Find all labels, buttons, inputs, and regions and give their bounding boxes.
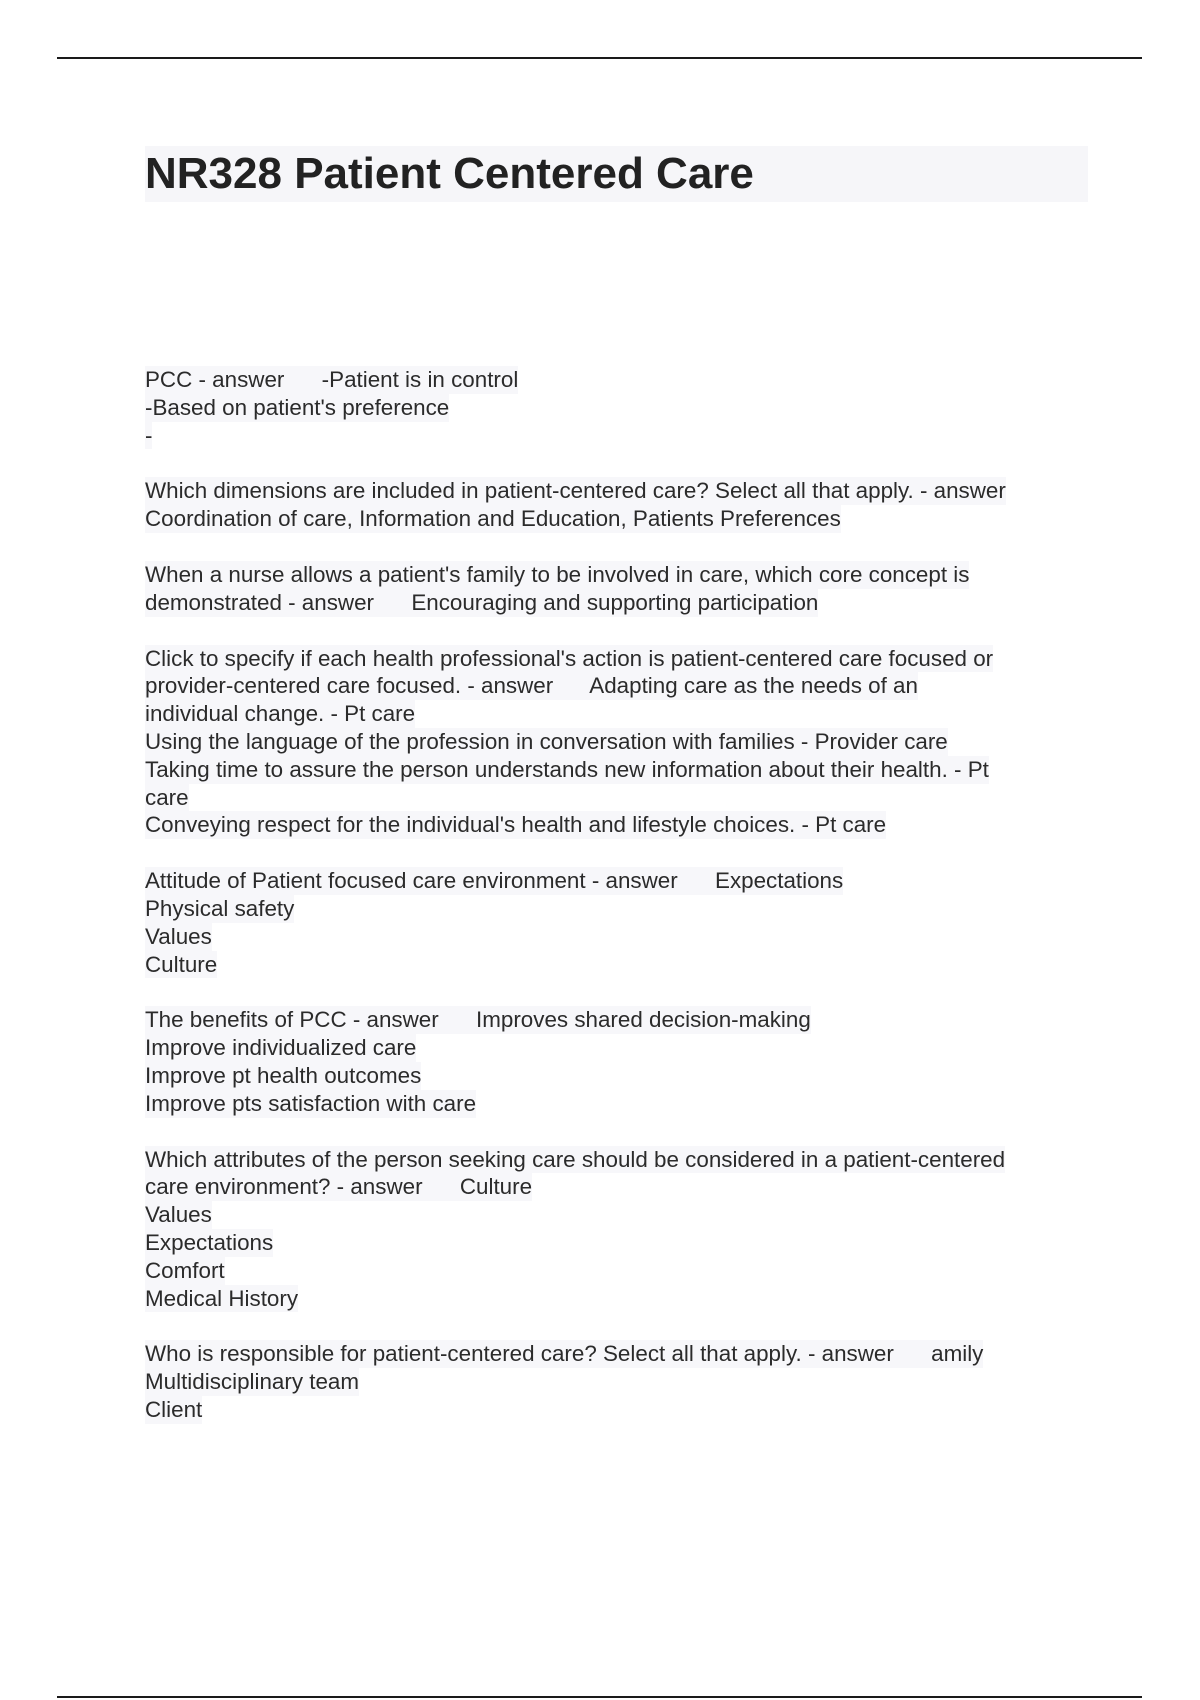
- text-line: Click to specify if each health professional's action is patient-centered care focused or: [145, 645, 994, 671]
- text-line: Who is responsible for patient-centered care? Select all that apply. - answer amily: [145, 1341, 984, 1367]
- qa-item-8: [145, 1340, 1085, 1423]
- text-line: Multidisciplinary team: [145, 1369, 360, 1395]
- text-line: Culture: [145, 951, 218, 977]
- top-rule: [57, 57, 1142, 59]
- text-line: Which attributes of the person seeking care should be considered in a patient-centered: [145, 1146, 1006, 1172]
- qa-item-2: [145, 477, 1085, 533]
- text-line: Values: [145, 923, 212, 949]
- qa-item-7: [145, 1146, 1085, 1313]
- text-line: -: [145, 422, 153, 448]
- text-line: Values: [145, 1202, 212, 1228]
- text-line: Comfort: [145, 1257, 225, 1283]
- text-line: Client: [145, 1396, 203, 1422]
- document-title: NR328 Patient Centered Care: [145, 146, 1088, 202]
- bottom-rule: [57, 1696, 1142, 1698]
- text-line: care environment? - answer Culture: [145, 1174, 533, 1200]
- qa-item-6: [145, 1006, 1085, 1117]
- text-line: Improve individualized care: [145, 1035, 417, 1061]
- text-line: Using the language of the profession in conversation with families - Provider care: [145, 728, 948, 754]
- text-line: The benefits of PCC - answer Improves shared decision-making: [145, 1007, 811, 1033]
- text-line: Coordination of care, Information and Education, Patients Preferences: [145, 506, 841, 532]
- text-line: Improve pt health outcomes: [145, 1062, 422, 1088]
- text-line: care: [145, 784, 189, 810]
- qa-item-5: [145, 867, 1085, 978]
- text-line: Attitude of Patient focused care environment - answer Expectations: [145, 868, 844, 894]
- qa-item-4: [145, 645, 1085, 840]
- text-line: Conveying respect for the individual's health and lifestyle choices. - Pt care: [145, 812, 887, 838]
- qa-item-3: [145, 561, 1085, 617]
- text-line: individual change. - Pt care: [145, 701, 416, 727]
- qa-item-1: [145, 366, 1085, 449]
- text-line: -Based on patient's preference: [145, 394, 450, 420]
- text-line: Physical safety: [145, 895, 295, 921]
- text-line: Expectations: [145, 1229, 274, 1255]
- text-line: demonstrated - answer Encouraging and supporting participation: [145, 589, 819, 615]
- text-line: Improve pts satisfaction with care: [145, 1090, 477, 1116]
- text-line: When a nurse allows a patient's family to be involved in care, which core concept is: [145, 561, 970, 587]
- text-line: provider-centered care focused. - answer Adapting care as the needs of an: [145, 673, 918, 699]
- text-line: Medical History: [145, 1285, 299, 1311]
- text-line: PCC - answer -Patient is in control: [145, 367, 519, 392]
- document-body: [145, 366, 1085, 1452]
- text-line: Which dimensions are included in patient-centered care? Select all that apply. - answer: [145, 478, 1006, 504]
- text-line: Taking time to assure the person understands new information about their health. - Pt: [145, 756, 989, 782]
